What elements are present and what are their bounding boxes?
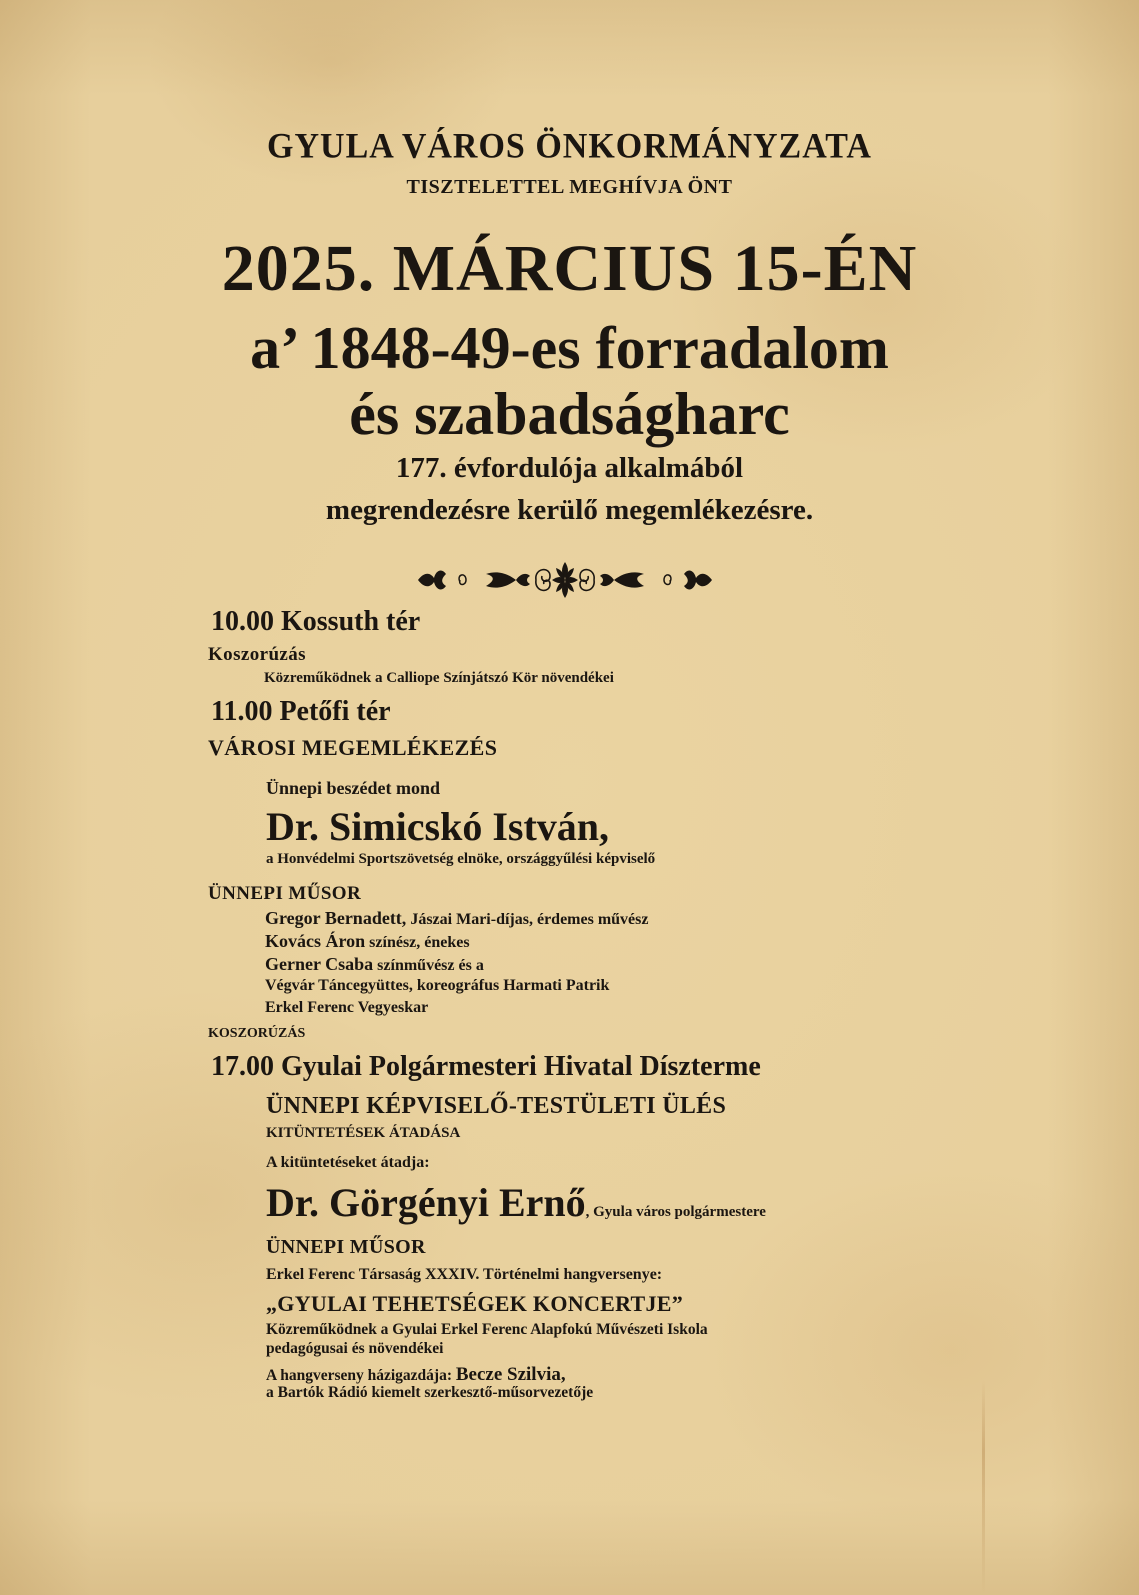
event3-time-place: 17.00 Gyulai Polgármesteri Hivatal Díszterme bbox=[211, 1051, 761, 1082]
event-date: 2025. MÁRCIUS 15-ÉN bbox=[221, 232, 918, 305]
anniversary-line2: megrendezésre kerülő megemlékezésre. bbox=[325, 494, 814, 526]
event2-title: VÁROSI MEGEMLÉKEZÉS bbox=[208, 735, 498, 760]
event3-program-label: ÜNNEPI MŰSOR bbox=[266, 1236, 426, 1258]
event1-note: Közreműködnek a Calliope Színjátszó Kör növendékei bbox=[264, 670, 614, 686]
performer-role: Jászai Mari-díjas, érdemes művész bbox=[406, 911, 649, 928]
performer-row bbox=[265, 954, 484, 975]
performer-name: Kovács Áron bbox=[265, 931, 366, 951]
performer-role: színművész és a bbox=[373, 957, 484, 974]
speech-label: Ünnepi beszédet mond bbox=[266, 778, 441, 798]
event2-program-label: ÜNNEPI MŰSOR bbox=[208, 883, 362, 904]
contributors-line1: Közreműködnek a Gyulai Erkel Ferenc Alapfokú Művészeti Iskola bbox=[266, 1321, 708, 1338]
organization-title: GYULA VÁROS ÖNKORMÁNYZATA bbox=[267, 127, 872, 166]
event1-title: Koszorúzás bbox=[208, 644, 306, 665]
contributors-line2: pedagógusai és növendékei bbox=[266, 1340, 444, 1357]
speaker-name: Dr. Simicskó István, bbox=[266, 804, 610, 849]
event1-time-place: 10.00 Kossuth tér bbox=[211, 606, 421, 637]
host-name: Becze Szilvia, bbox=[455, 1364, 566, 1385]
event2-time-place: 11.00 Petőfi tér bbox=[211, 696, 391, 727]
speaker-title: a Honvédelmi Sportszövetség elnöke, országgyűlési képviselő bbox=[266, 851, 656, 867]
performer-role: színész, énekes bbox=[365, 934, 470, 951]
host-title: a Bartók Rádió kiemelt szerkesztő-műsorvezetője bbox=[266, 1384, 594, 1401]
performer-row bbox=[265, 908, 648, 929]
invitation-line: TISZTELETTEL MEGHÍVJA ÖNT bbox=[406, 176, 733, 198]
presenter-name: Dr. Görgényi Ernő bbox=[266, 1180, 586, 1225]
award-label: A kitüntetéseket átadja: bbox=[266, 1154, 430, 1171]
performer-row bbox=[265, 999, 428, 1017]
host-label: A hangverseny házigazdája: bbox=[266, 1367, 456, 1384]
revolution-title-line1: a’ 1848-49-es forradalom bbox=[250, 315, 889, 381]
performer-name: Gerner Csaba bbox=[265, 954, 374, 974]
concert-series: Erkel Ferenc Társaság XXXIV. Történelmi hangversenye: bbox=[266, 1266, 663, 1283]
presenter-row bbox=[266, 1179, 766, 1226]
performer-name: Gregor Bernadett, bbox=[265, 908, 407, 928]
host-row bbox=[266, 1364, 566, 1386]
wreath-label: KOSZORÚZÁS bbox=[208, 1026, 306, 1041]
performer-row bbox=[265, 977, 609, 995]
concert-title: „GYULAI TEHETSÉGEK KONCERTJE” bbox=[266, 1291, 684, 1316]
anniversary-line1: 177. évfordulója alkalmából bbox=[395, 452, 744, 484]
performer-name: Erkel Ferenc Vegyeskar bbox=[265, 999, 429, 1016]
performer-name: Végvár Táncegyüttes, koreográfus Harmati Patrik bbox=[265, 977, 610, 994]
floral-divider-icon bbox=[416, 560, 714, 600]
revolution-title-line2: és szabadságharc bbox=[349, 381, 790, 447]
event3-subtitle: KITÜNTETÉSEK ÁTADÁSA bbox=[266, 1125, 461, 1141]
presenter-title: , Gyula város polgármestere bbox=[585, 1204, 766, 1220]
performer-row bbox=[265, 931, 470, 952]
event3-title: ÜNNEPI KÉPVISELŐ-TESTÜLETI ÜLÉS bbox=[266, 1093, 727, 1119]
